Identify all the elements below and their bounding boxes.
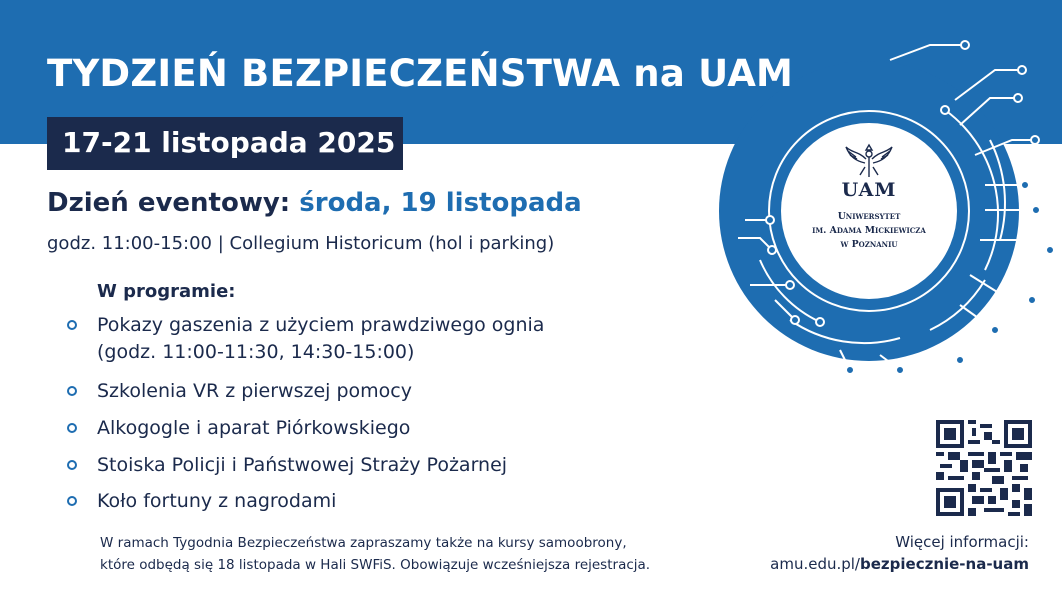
program-item-3: Alkogogle i aparat Piórkowskiego bbox=[97, 417, 411, 439]
link-prefix: amu.edu.pl/ bbox=[770, 555, 860, 573]
logo-mark: UAM bbox=[841, 179, 897, 201]
program-item-1-line1: Pokazy gaszenia z użyciem prawdziwego ognia bbox=[97, 314, 545, 336]
program-item-5: Koło fortuny z nagrodami bbox=[97, 490, 337, 512]
bullet-circle-icon bbox=[67, 423, 77, 433]
link-path: bezpiecznie-na-uam bbox=[860, 555, 1029, 573]
more-info-label: Więcej informacji: bbox=[895, 533, 1029, 551]
qr-code-icon[interactable] bbox=[936, 420, 1032, 516]
logo-line-2: im. Adama Mickiewicza bbox=[812, 225, 926, 236]
bullet-circle-icon bbox=[67, 386, 77, 396]
event-day-label: Dzień eventowy: bbox=[47, 188, 291, 218]
program-item-1 bbox=[97, 312, 544, 366]
event-day bbox=[47, 188, 582, 218]
footnote bbox=[100, 532, 650, 576]
logo-line-3: w Poznaniu bbox=[840, 239, 898, 250]
event-day-value: środa, 19 listopada bbox=[299, 188, 582, 218]
bullet-circle-icon bbox=[67, 496, 77, 506]
program-item-2: Szkolenia VR z pierwszej pomocy bbox=[97, 380, 412, 402]
event-time-place: godz. 11:00-15:00 | Collegium Historicum (hol i parking) bbox=[47, 233, 555, 254]
program-item-1-line2: (godz. 11:00-11:30, 14:30-15:00) bbox=[97, 341, 415, 363]
more-info bbox=[770, 531, 1029, 575]
bullet-circle-icon bbox=[67, 460, 77, 470]
logo-line-1: Uniwersytet bbox=[837, 211, 901, 222]
uam-logo bbox=[781, 123, 957, 299]
footnote-line-2: które odbędą się 18 listopada w Hali SWFiS. Obowiązuje wcześniejsza rejestracja. bbox=[100, 557, 651, 573]
eagle-emblem-icon bbox=[844, 141, 894, 179]
program-item-4: Stoiska Policji i Państwowej Straży Pożarnej bbox=[97, 454, 508, 476]
page-title: TYDZIEŃ BEZPIECZEŃSTWA na UAM bbox=[47, 52, 794, 95]
date-badge bbox=[47, 117, 403, 170]
program-title: W programie: bbox=[97, 281, 236, 302]
bullet-circle-icon bbox=[67, 320, 77, 330]
footnote-line-1: W ramach Tygodnia Bezpieczeństwa zapraszamy także na kursy samoobrony, bbox=[100, 535, 627, 551]
more-info-link[interactable] bbox=[770, 553, 1029, 575]
date-range: 17-21 listopada 2025 bbox=[62, 126, 396, 159]
